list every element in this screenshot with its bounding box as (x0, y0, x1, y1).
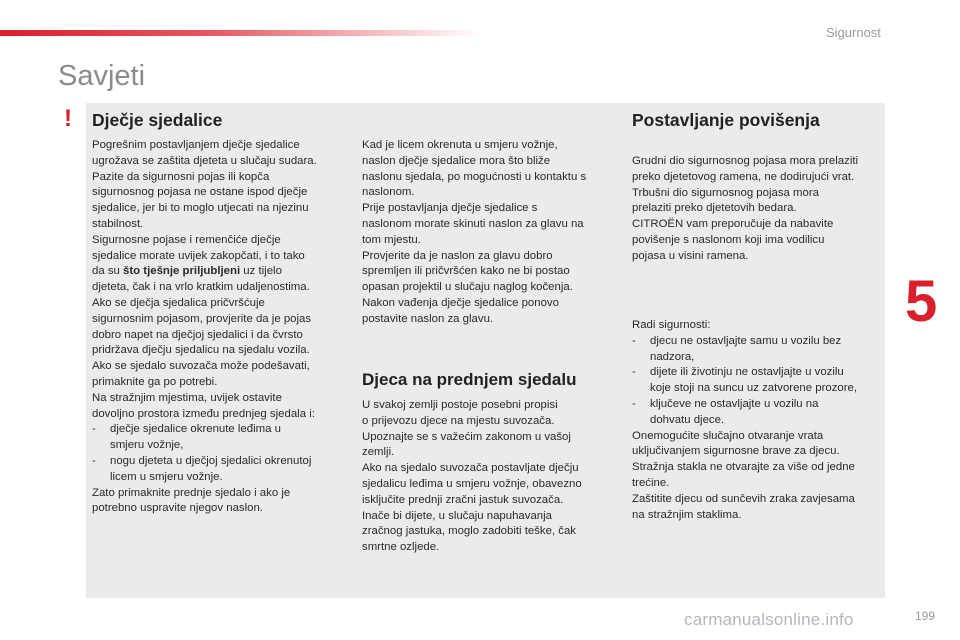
text-line: naslonom morate skinuti naslon za glavu na (362, 217, 584, 230)
bullet-item (632, 365, 882, 381)
text-line: Provjerite da je naslon za glavu dobro (362, 249, 553, 262)
text-line: primaknite ga po potrebi. (92, 375, 218, 388)
text-line: uključivanjem sigurnosne brave za djecu. (632, 445, 840, 458)
bullet-text: dijete ili životinju ne ostavljajte u vozilu (650, 366, 844, 379)
text-line: Zato primaknite prednje sjedalo i ako je (92, 486, 291, 499)
bullet-dash: - (632, 397, 636, 410)
text-line: Prije postavljanja dječje sjedalice s (362, 202, 538, 215)
text-line: Pogrešnim postavljanjem dječje sjedalice (92, 139, 300, 151)
text-line: naslon dječje sjedalice mora što bliže (362, 154, 551, 167)
text-line: Trbušni dio sigurnosnog pojasa mora (632, 186, 819, 199)
text-line: opasan projektil u slučaju naglog kočenja. (362, 281, 573, 294)
bullet-item (92, 470, 354, 486)
text-line: Pazite da sigurnosni pojas ili kopča (92, 170, 270, 183)
bullet-item (632, 334, 882, 350)
heading-booster: Postavljanje povišenja (632, 110, 820, 130)
text-line: Nakon vađenja dječje sjedalice ponovo (362, 296, 559, 309)
text-line: Zaštitite djecu od sunčevih zraka zavjesama (632, 492, 855, 505)
text-line: dovoljno prostora između prednjeg sjedala i: (92, 407, 315, 420)
watermark: carmanualsonline.info (684, 610, 854, 629)
bullet-text: licem u smjeru vožnje. (110, 470, 223, 483)
text-line: djeteta, čak i na vrlo kratkim udaljenostima. (92, 281, 310, 294)
bullet-text: ključeve ne ostavljajte u vozilu na (650, 397, 819, 410)
text-line: trećine. (632, 476, 670, 489)
page-title: Savjeti (58, 60, 146, 92)
bullet-dash: - (632, 366, 636, 379)
bullet-item (92, 422, 354, 438)
text-line: sjedalice morate uvijek zakopčati, i to tako (92, 249, 305, 262)
bullet-text: nogu djeteta u dječjoj sjedalici okrenutoj (110, 454, 312, 467)
column-right-lower (632, 318, 882, 523)
text-line: naslonu sjedala, po mogućnosti u kontaktu s (362, 170, 587, 183)
text-line: postavite naslon za glavu. (362, 312, 494, 325)
text-line: Na stražnjim mjestima, uvijek ostavite (92, 391, 282, 404)
text-line: sjedalicu leđima u smjeru vožnje, obavezno (362, 477, 582, 490)
text-line: Onemogućite slučajno otvaranje vrata (632, 429, 824, 442)
text-line: Kad je licem okrenuta u smjeru vožnje, (362, 139, 558, 151)
bullet-item (632, 350, 882, 366)
text-line: Ako se dječja sjedalica pričvršćuje (92, 296, 265, 309)
text-span: da su (92, 265, 124, 278)
emphasis-text: što tješnje priljubljeni (123, 265, 241, 278)
bullet-text: djecu ne ostavljajte samu u vozilu bez (650, 334, 842, 347)
text-line: zemlji. (362, 446, 395, 459)
text-line: Inače bi dijete, u slučaju napuhavanja (362, 509, 552, 522)
text-line: Grudni dio sigurnosnog pojasa mora prelaziti (632, 155, 859, 167)
text-line: zračnog jastuka, moglo zadobiti teške, čak (362, 525, 577, 538)
column-right (632, 154, 882, 265)
text-line: preko djetetovog ramena, ne dodirujući vrat. (632, 170, 855, 183)
bullet-item (632, 413, 882, 429)
text-line: smrtne ozljede. (362, 541, 440, 554)
text-line: CITROËN vam preporučuje da nabavite (632, 218, 834, 231)
text-line: Stražnja stakla ne otvarajte za više od jedne (632, 461, 855, 474)
column-left (92, 138, 354, 517)
heading-child-seats: Dječje sjedalice (92, 110, 223, 130)
text-line: tom mjestu. (362, 233, 421, 246)
text-line: dobro napet na dječjoj sjedalici i da čvrsto (92, 328, 303, 341)
header-accent-bar (0, 30, 480, 36)
column-middle-lower (362, 398, 624, 556)
text-line: spremljen ili pričvršćen kako ne bi postao (362, 265, 570, 278)
text-line: prelaziti preko djetetovih bedara. (632, 202, 797, 215)
chapter-number: 5 (905, 269, 938, 334)
text-line (92, 264, 354, 280)
text-line: Ako na sjedalo suvozača postavljate dječju (362, 462, 579, 475)
text-line: sigurnosnim pojasom, provjerite da je pojas (92, 312, 312, 325)
bullet-item (92, 438, 354, 454)
bullet-dash: - (92, 454, 96, 467)
text-line: Ako se sjedalo suvozača može podešavati, (92, 360, 310, 373)
bullet-item (92, 454, 354, 470)
bullet-text: smjeru vožnje, (110, 439, 184, 452)
text-line: ugrožava se zaštita djeteta u slučaju sudara. (92, 154, 317, 167)
text-line: sjedalice, jer bi to moglo utjecati na njezinu (92, 202, 309, 215)
text-line: Radi sigurnosti: (632, 319, 711, 331)
text-line: pridržava dječju sjedalicu na sjedalu vozila. (92, 344, 310, 357)
text-line: povišenje s naslonom koji ima vodilicu (632, 233, 825, 246)
warning-icon: ! (64, 105, 72, 132)
text-line: Sigurnosne pojase i remenčiće dječje (92, 233, 281, 246)
text-line: Upoznajte se s važećim zakonom u vašoj (362, 430, 571, 443)
text-line: pojasa u visini ramena. (632, 249, 749, 262)
section-name: Sigurnost (826, 25, 881, 40)
text-line: isključite prednji zračni jastuk suvozača. (362, 493, 564, 506)
bullet-text: koje stoji na suncu uz zatvorene prozore, (650, 382, 858, 395)
bullet-text: dječje sjedalice okrenute leđima u (110, 423, 281, 436)
bullet-dash: - (92, 423, 96, 436)
page-number: 199 (915, 609, 936, 623)
text-line: o prijevozu djece na mjestu suvozača. (362, 414, 555, 427)
text-line: sigurnosnog pojasa ne ostane ispod dječje (92, 186, 308, 199)
text-line: potrebno uspravite njegov naslon. (92, 502, 263, 515)
bullet-dash: - (632, 334, 636, 347)
text-line: stabilnost. (92, 217, 144, 230)
column-middle (362, 138, 624, 328)
text-span: uz tijelo (240, 265, 282, 278)
text-line: U svakoj zemlji postoje posebni propisi (362, 399, 558, 411)
text-line: na stražnjim staklima. (632, 508, 742, 521)
text-line: naslonom. (362, 186, 415, 199)
bullet-item (632, 381, 882, 397)
heading-front-seat: Djeca na prednjem sjedalu (362, 370, 577, 389)
bullet-text: nadzora, (650, 350, 695, 363)
bullet-item (632, 397, 882, 413)
bullet-text: dohvatu djece. (650, 413, 725, 426)
